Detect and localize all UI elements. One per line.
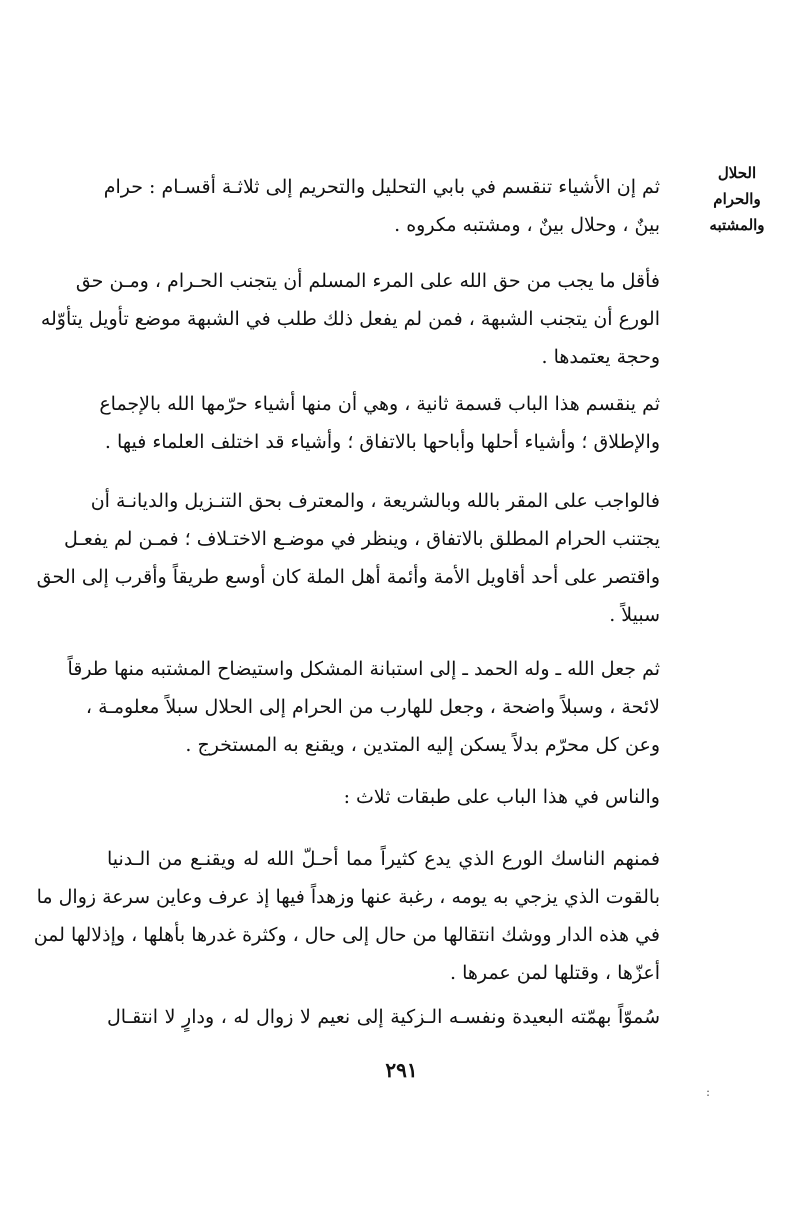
paragraph (107, 778, 660, 816)
page-number: ٢٩١ (385, 1058, 418, 1082)
text-line: لائحة ، وسبلاً واضحة ، وجعل للهارب من الحرام إلى الحلال سبلاً معلومـة ، (85, 696, 660, 718)
margin-note (707, 160, 767, 238)
text-line: وحجة يعتمدها . (541, 346, 660, 368)
text-line: بالقوت الذي يزجي به يومه ، رغبة عنها وزهداً فيها إذ عرف وعاين سرعة زوال ما (36, 886, 660, 908)
text-line: الورع أن يتجنب الشبهة ، فمن لم يفعل ذلك طلب في الشبهة موضع تأويل يتأوّله (40, 308, 660, 330)
paragraph (40, 262, 660, 376)
text-line: والإطلاق ؛ وأشياء أحلها وأباحها بالاتفاق ؛ وأشياء قد اختلف العلماء فيها . (104, 431, 660, 453)
text-line: فمنهم الناسك الورع الذي يدع كثيراً مما أحـلّ الله له ويقنـع من الـدنيا (107, 848, 660, 870)
paragraph (107, 998, 660, 1036)
text-line: وعن كل محرّم بدلاً يسكن إليه المتدين ، ويقنع به المستخرج . (185, 734, 660, 756)
text-line: واقتصر على أحد أقاويل الأمة وأئمة أهل الملة كان أوسع طريقاً وأقرب إلى الحق (36, 566, 660, 588)
text-line: ثم جعل الله ـ وله الحمد ـ إلى استبانة المشكل واستيضاح المشتبه منها طرقاً (67, 658, 660, 680)
text-line: ثم ينقسم هذا الباب قسمة ثانية ، وهي أن منها أشياء حرّمها الله بالإجماع (99, 393, 660, 415)
paragraph (103, 168, 660, 244)
paragraph (99, 385, 660, 461)
text-line: والناس في هذا الباب على طبقات ثلاث : (343, 786, 660, 808)
text-line: ثم إن الأشياء تنقسم في بابي التحليل والتحريم إلى ثلاثـة أقسـام : حرام (103, 176, 660, 198)
margin-note-line: والحرام (713, 190, 761, 208)
paragraph (33, 840, 660, 992)
text-line: فالواجب على المقر بالله وبالشريعة ، والمعترف بحق التنـزيل والديانـة أن (90, 490, 660, 512)
paragraph (36, 482, 660, 634)
text-line: سبيلاً . (609, 604, 660, 626)
paragraph (67, 650, 660, 764)
text-line: بينٌ ، وحلال بينٌ ، ومشتبه مكروه . (394, 214, 660, 236)
text-line: سُموّاً بهمّته البعيدة ونفسـه الـزكية إلى نعيم لا زوال له ، ودارٍ لا انتقـال (107, 1006, 660, 1028)
text-line: يجتنب الحرام المطلق بالاتفاق ، وينظر في موضـع الاختـلاف ؛ فمـن لم يفعـل (63, 528, 660, 550)
text-line: في هذه الدار ووشك انتقالها من حال إلى حال ، وكثرة غدرها بأهلها ، وإذلالها لمن (33, 924, 660, 946)
edge-mark: : (706, 1085, 711, 1099)
text-line: أعزّها ، وقتلها لمن عمرها . (450, 962, 660, 984)
text-line: فأقل ما يجب من حق الله على المرء المسلم أن يتجنب الحـرام ، ومـن حق (75, 270, 660, 292)
margin-note-line: الحلال (717, 164, 757, 182)
margin-note-line: والمشتبه (709, 216, 765, 234)
